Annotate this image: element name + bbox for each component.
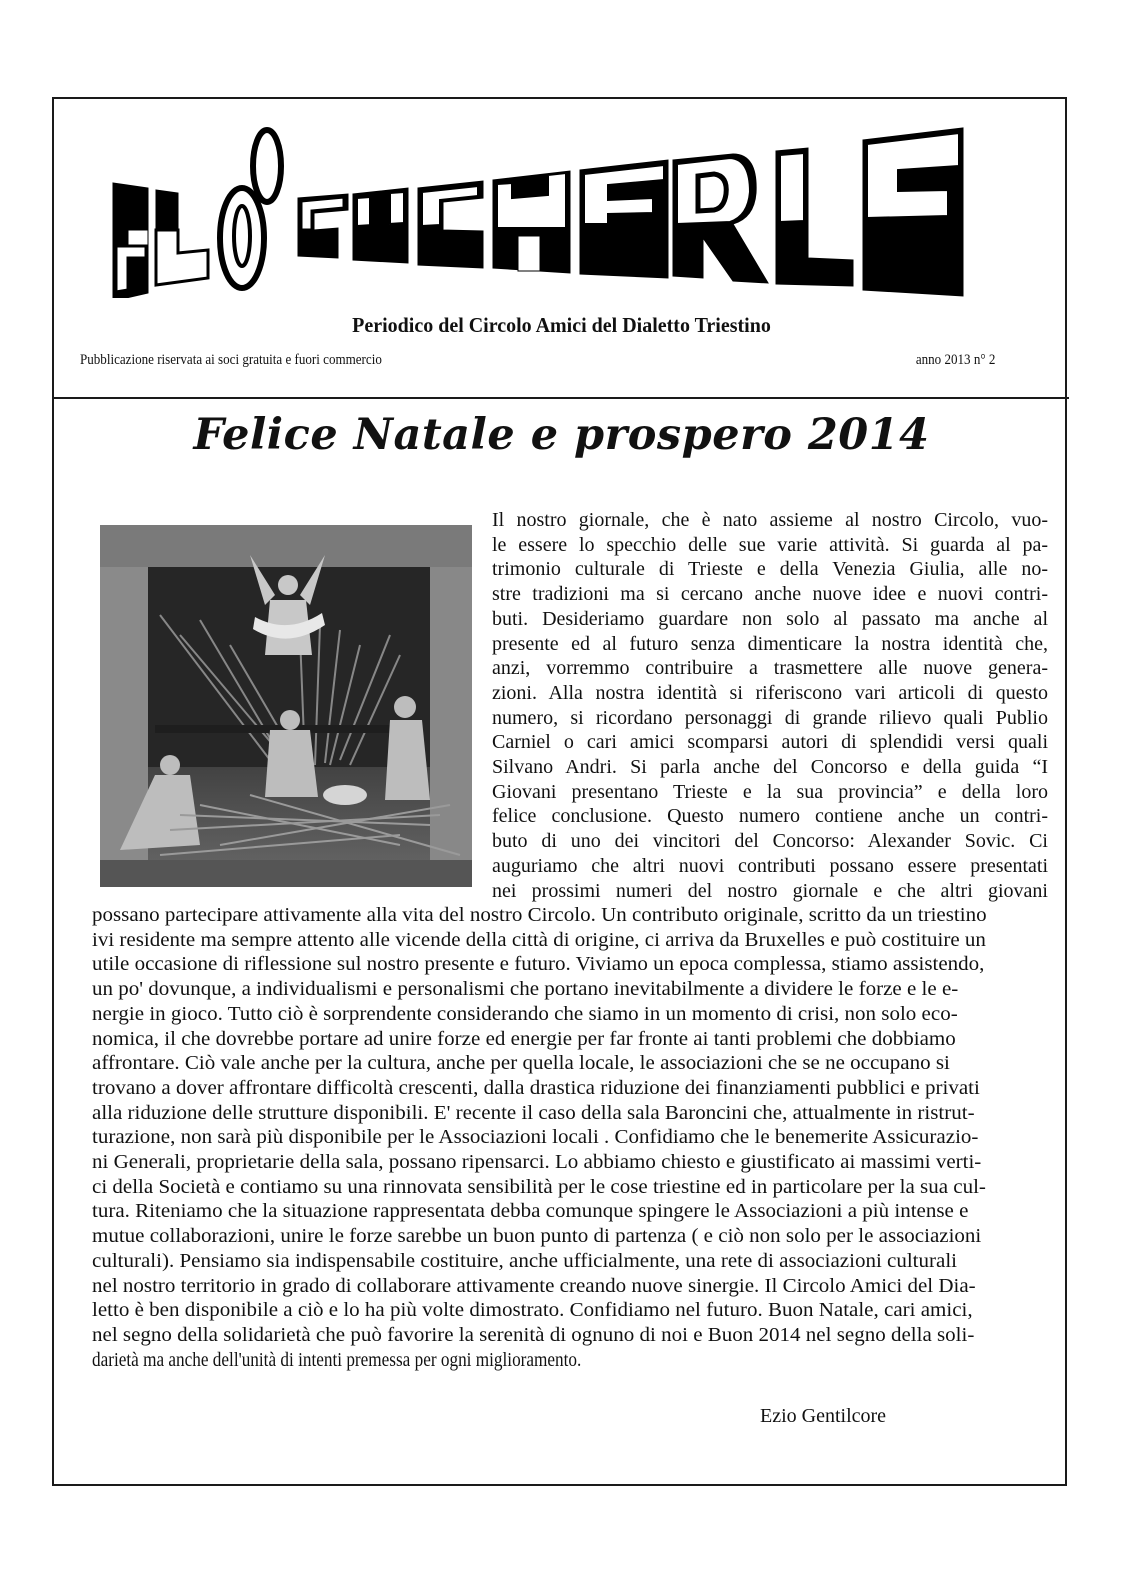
masthead-logo xyxy=(108,118,968,298)
article-line: darietà ma anche dell'unità di intenti premessa per ogni miglioramento. xyxy=(92,1348,582,1371)
article-line: mutue collaborazioni, unire le forze sarebbe un buon punto di partenza ( e ciò non solo per le associazioni xyxy=(92,1225,982,1248)
article-line: zioni. Alla nostra identità si riferiscono vari articoli di questo xyxy=(492,681,1048,704)
article-line: Silvano Andri. Si parla anche del Concorso e della guida “I xyxy=(492,756,1048,778)
article-line: ivi residente ma sempre attento alle vicende della città di origine, ci arriva da Bruxelles e può costituire un xyxy=(92,928,986,951)
article-line: un po' dovunque, a individualismi e personalismi che portano inevitabilmente a dividere le forze e le e- xyxy=(92,978,959,1001)
article-line: Il nostro giornale, che è nato assieme al nostro Circolo, vuo- xyxy=(492,509,1048,531)
article-line: alla riduzione delle strutture disponibili. E' recente il caso della sala Baroncini che, attualmente in ristrut- xyxy=(92,1101,975,1124)
nativity-scene-photo xyxy=(100,525,472,887)
masthead-subtitle: Periodico del Circolo Amici del Dialetto Triestino xyxy=(352,313,771,337)
article-line: ni Generali, proprietarie della sala, possano ripensarci. Lo abbiamo chiesto e giustificato ai massimi verti- xyxy=(92,1151,982,1173)
article-line: nel nostro territorio in grado di collaborare attivamente creando nuove sinergie. Il Circolo Amici del Dia- xyxy=(92,1274,976,1297)
article-line: auguriamo che altri nuovi contributi possano essere presentati xyxy=(492,854,1048,877)
article-line: tura. Riteniamo che la situazione rappresentata debba comunque spingere le Associazioni a più intense e xyxy=(92,1200,969,1223)
article-line: felice conclusione. Questo numero contiene anche un contri- xyxy=(492,805,1048,828)
logo-letter-l xyxy=(156,190,178,230)
article-line: trovano a dover affrontare difficoltà crescenti, dalla drastica riduzione dei finanziamenti pubblici e privati xyxy=(92,1076,980,1099)
article-line: trimonio culturale di Trieste e della Venezia Giulia, alle no- xyxy=(492,558,1048,581)
article-headline: Felice Natale e prospero 2014 xyxy=(193,410,930,460)
article-line: utile occasione di riflessione sul nostro presente e futuro. Viviamo un epoca complessa, stiamo assistendo, xyxy=(92,953,985,976)
article-line: Giovani presentano Trieste e la sua provincia” e della loro xyxy=(492,780,1048,803)
article-line: le essere lo specchio delle sue varie attività. Si guarda al pa- xyxy=(492,533,1048,556)
article-line: possano partecipare attivamente alla vita del nostro Circolo. Un contributo originale, scritto da un triestino xyxy=(92,904,987,926)
article-line: turazione, non sarà più disponibile per le Associazioni locali . Confidiamo che le benemerite Assicurazio- xyxy=(92,1126,979,1149)
article-line: letto è ben disponibile a ciò e lo ha più volte dimostrato. Confidiamo nel futuro. Buon Natale, cari amici, xyxy=(92,1299,973,1322)
article-line: nergie in gioco. Tutto ciò è sorprendente considerando che siamo in un momento di crisi, non solo eco- xyxy=(92,1002,958,1025)
article-line: nei prossimi numeri del nostro giornale e che altri giovani xyxy=(492,879,1048,902)
article-line: anzi, vorremmo contribuire a trasmettere alle nuove genera- xyxy=(492,657,1048,680)
article-line: buto di uno dei vincitori del Concorso: Alexander Sovic. Ci xyxy=(492,830,1048,853)
article-line: Carniel o cari amici scomparsi autori di splendidi versi quali xyxy=(492,731,1048,754)
publication-note: Pubblicazione riservata ai soci gratuita e fuori commercio xyxy=(80,352,382,368)
stone-wall-right xyxy=(430,525,472,887)
stone-lintel xyxy=(100,525,472,567)
article-signature: Ezio Gentilcore xyxy=(760,1405,887,1427)
issue-number: anno 2013 n° 2 xyxy=(915,352,995,368)
article-line: presente ed al futuro senza dimenticare la nostra identità che, xyxy=(492,632,1048,655)
article-line: stre tradizioni ma si cercano anche nuove idee e nuovi contri- xyxy=(492,583,1048,606)
article-line: numero, si ricordano personaggi di grande rilievo quali Publio xyxy=(492,706,1048,729)
article-line: affrontare. Ciò vale anche per la cultura, anche per quella locale, le associazioni che se ne occupano si xyxy=(92,1052,950,1075)
header-divider xyxy=(52,397,1069,399)
article-line: ci della Società e contiamo su una rinnovata sensibilità per le cose triestine ed in particolare per la sua cul- xyxy=(92,1175,986,1198)
article-line: nomica, il che dovrebbe portare ad unire forze ed energie per far fronte ai tanti problemi che dobbiamo xyxy=(92,1027,956,1050)
article-line: buti. Desideriamo guardare non solo al passato ma anche al xyxy=(492,607,1048,630)
article-line: culturali). Pensiamo sia indispensabile costituire, anche ufficialmente, una rete di associazioni culturali xyxy=(92,1249,958,1272)
article-line: nel segno della solidarietà che può favorire la serenità di ognuno di noi e Buon 2014 nel segno della soli- xyxy=(92,1323,975,1346)
